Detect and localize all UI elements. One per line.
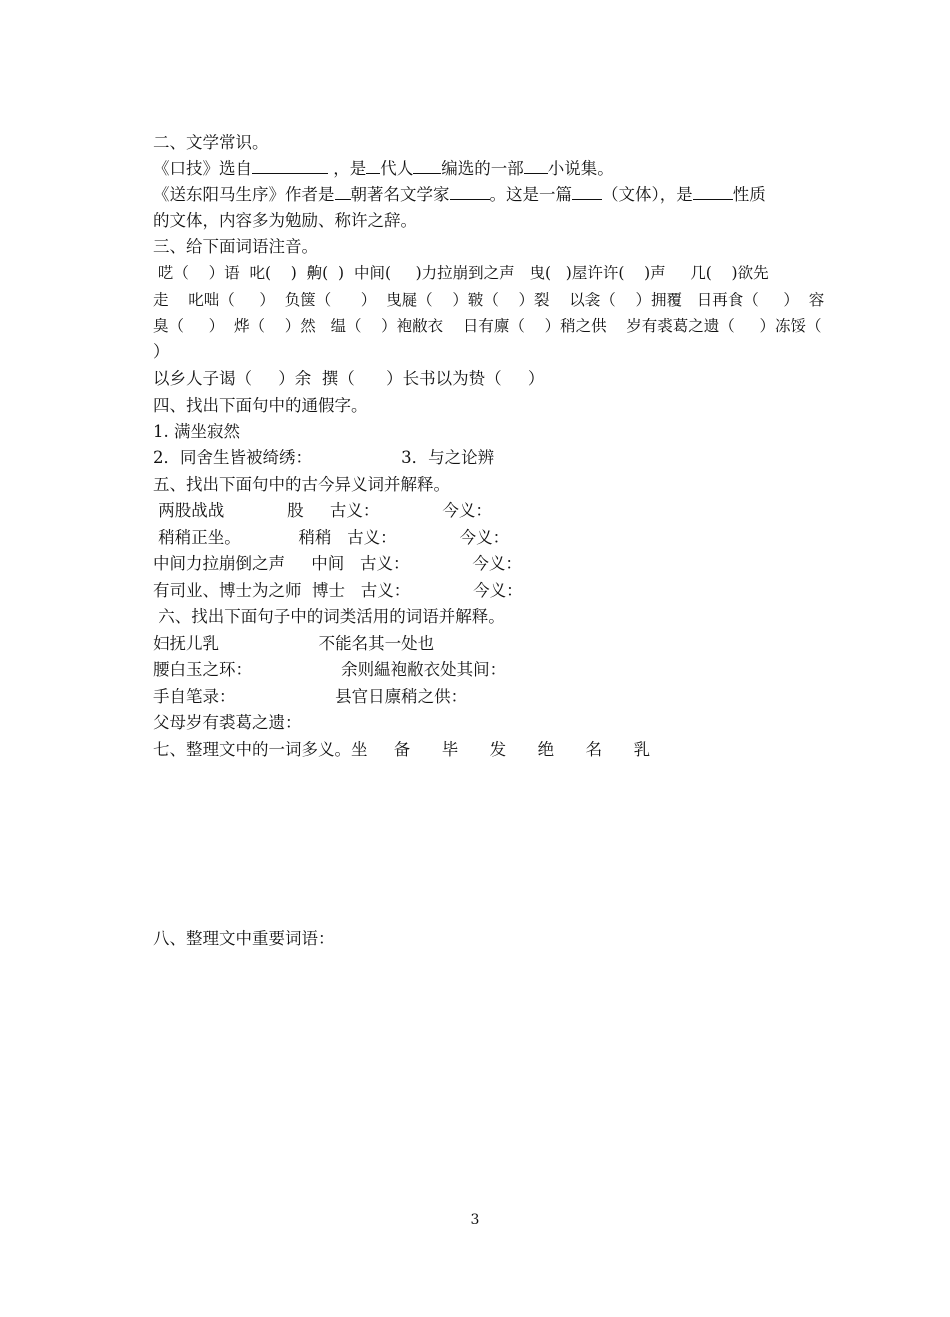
section-2-line-2 — [153, 184, 766, 206]
section-6-line-2: 腰白玉之环： 余则緼袍敝衣处其间： — [153, 660, 507, 679]
blank — [693, 185, 733, 200]
section-3-line-3: 臭（ ） 烨（ ）然 缊（ ）袍敝衣 日有廪（ ）稍之供 岁有裘葛之遗（ ）冻馁（ — [153, 317, 822, 335]
section-6-title: 六、找出下面句子中的词类活用的词语并解释。 — [153, 607, 505, 626]
section-4-line-1: 1. 满坐寂然 — [153, 422, 240, 441]
text: 小说集。 — [547, 159, 614, 178]
section-3-line-1: 呓（ ）语 叱( ) 齁( ) 中间( )力拉崩到之声 曳( )屋许许( )声 几( )欲先 — [153, 264, 769, 282]
blank — [450, 185, 490, 200]
text: 《送东阳马生序》作者是 — [153, 185, 335, 204]
section-2-title: 二、文学常识。 — [153, 133, 269, 152]
text: 性质 — [732, 185, 766, 204]
section-5-title: 五、找出下面句中的古今异义词并解释。 — [153, 475, 450, 494]
text: 《口技》选自 — [153, 159, 252, 178]
blank — [413, 159, 441, 174]
text: （文体），是 — [602, 185, 693, 204]
section-4-line-2: 2．同舍生皆被绮绣： 3．与之论辨 — [153, 448, 495, 467]
section-3-line-2: 走 叱咄（ ） 负箧（ ） 曳屣（ ）皲（ ）裂 以衾（ ）拥覆 日再食（ ） 容 — [153, 291, 825, 309]
section-7-title: 七、整理文中的一词多义。坐 备 毕 发 绝 名 乳 — [153, 740, 651, 759]
page-number: 3 — [470, 1212, 480, 1228]
section-6-line-1: 妇抚儿乳 不能名其一处也 — [153, 634, 435, 653]
section-8-title: 八、整理文中重要词语： — [153, 929, 335, 948]
section-5-line-1: 两股战战 股 古义： 今义： — [153, 501, 492, 520]
section-5-line-3: 中间力拉崩倒之声 中间 古义： 今义： — [153, 554, 522, 573]
text: 编选的一部 — [441, 159, 524, 178]
section-5-line-4: 有司业、博士为之师 博士 古义： 今义： — [153, 581, 523, 600]
section-4-title: 四、找出下面句中的通假字。 — [153, 396, 368, 415]
section-6-line-3: 手自笔录： 县官日廪稍之供： — [153, 687, 468, 706]
blank — [572, 185, 602, 200]
blank — [366, 159, 380, 174]
text: 代人 — [380, 159, 414, 178]
section-5-line-2: 稍稍正坐。 稍稍 古义： 今义： — [153, 528, 510, 547]
blank — [524, 159, 548, 174]
section-6-line-4: 父母岁有裘葛之遗： — [153, 713, 302, 732]
section-3-line-5: 以乡人子谒（ ）余 撰（ ）长书以为贽（ ） — [153, 369, 545, 388]
blank — [252, 159, 328, 174]
section-2-line-3: 的文体，内容多为勉励、称许之辞。 — [153, 211, 417, 230]
section-2-line-1 — [153, 158, 614, 180]
blank — [335, 185, 351, 200]
section-3-title: 三、给下面词语注音。 — [153, 237, 318, 256]
section-3-line-4: ） — [153, 342, 170, 361]
text: ，是 — [333, 159, 367, 178]
text: 朝著名文学家 — [350, 185, 450, 204]
text: 。这是一篇 — [489, 185, 572, 204]
